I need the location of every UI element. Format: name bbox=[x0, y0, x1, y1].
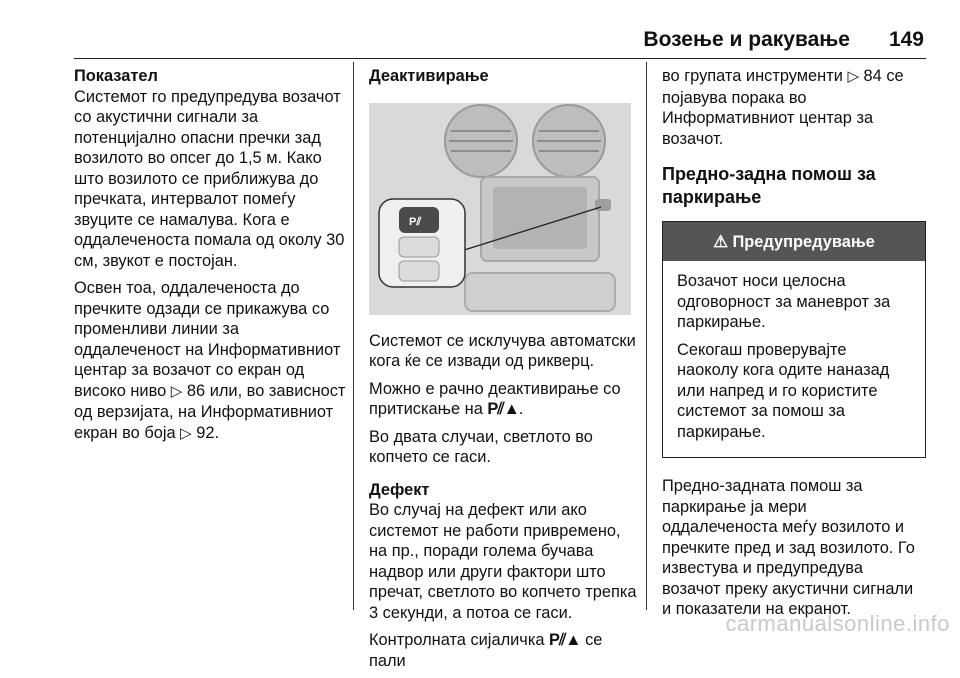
parking-assist-icon: P⫽▲ bbox=[487, 400, 519, 418]
paragraph: Можно е рачно деактивирање со притискање на P⫽▲. bbox=[369, 379, 621, 418]
paragraph: Контролната сијаличка P⫽▲ се пали bbox=[369, 631, 603, 670]
section-heading-fault: Дефект bbox=[369, 480, 430, 499]
page-header-title: Возење и ракување bbox=[643, 28, 850, 51]
paragraph: Во двата случаи, светлото во копчето се гаси. bbox=[369, 427, 593, 466]
parking-assist-icon: P⫽▲ bbox=[549, 631, 581, 649]
column-divider-1 bbox=[353, 62, 354, 610]
page-ref[interactable]: 92. bbox=[196, 423, 220, 442]
watermark: carmanualsonline.info bbox=[725, 611, 950, 636]
column-divider-2 bbox=[646, 62, 647, 610]
warning-header: ⚠ Предупредување bbox=[663, 222, 925, 261]
paragraph: Системот се исклучува автоматски кога ќе се извади од рикверц. bbox=[369, 331, 636, 370]
section-heading-indicator: Показател bbox=[74, 67, 158, 85]
page-number: 149 bbox=[888, 28, 924, 51]
svg-text:P⫽: P⫽ bbox=[409, 215, 422, 228]
header-rule bbox=[74, 58, 926, 59]
arrow-right-icon: ▷ bbox=[170, 382, 183, 400]
paragraph: во групата инструменти ▷ 84 се појавува порака во Информативниот центар за возачот. bbox=[662, 67, 904, 148]
warning-triangle-icon: ⚠ bbox=[713, 233, 728, 251]
arrow-right-icon: ▷ bbox=[847, 68, 859, 85]
section-heading-deactivation: Деактивирање bbox=[369, 67, 489, 85]
paragraph: Освен тоа, оддалеченоста до пречките одзади се прикажува со променливи линии за оддалеченост на Информативниот центар за возачот со екран од високо ниво ▷ 86 или, во зависност од верзијата, на Информативниот екран во боја ▷ 92. bbox=[74, 279, 346, 442]
dashboard-illustration bbox=[369, 103, 631, 315]
section-heading-front-rear-assist: Предно-задна помош за паркирање bbox=[662, 164, 876, 207]
left-column bbox=[74, 66, 346, 451]
paragraph: Во случај на дефект или ако системот не работи привремено, на пр., поради голема бучава надвор или други фактори што пречат, светлото во копчето трепка 3 секунди, а потоа се гаси. bbox=[369, 501, 637, 622]
paragraph: Предно-задната помош за паркирање ја мери оддалеченоста меѓу возилото и пречките пред и зад возилото. Го известува и предупредува возачот преку акустични сигнали и показатели на екранот. bbox=[662, 477, 915, 618]
page-ref[interactable]: 86 bbox=[186, 381, 206, 400]
warning-box bbox=[662, 221, 926, 458]
arrow-right-icon: ▷ bbox=[180, 424, 192, 442]
paragraph: Системот го предупредува возачот со акустични сигнали за потенцијално опасни пречки зад возилото во опсег до 1,5 м. Како што возилото се приближува до пречката, интервалот помеѓу звуците се намалува. Кога е оддалеченоста помала од околу 30 см, звукот е постојан. bbox=[74, 87, 345, 270]
warning-body bbox=[663, 261, 925, 457]
paragraph: Секогаш проверувајте наоколу кога одите наназад или напред и го користите системот за помош за паркирање. bbox=[677, 340, 890, 441]
paragraph: Возачот носи целосна одговорност за маневрот за паркирање. bbox=[677, 272, 891, 331]
page-ref[interactable]: 84 bbox=[863, 67, 882, 85]
right-column bbox=[662, 66, 926, 627]
middle-column bbox=[369, 66, 637, 678]
